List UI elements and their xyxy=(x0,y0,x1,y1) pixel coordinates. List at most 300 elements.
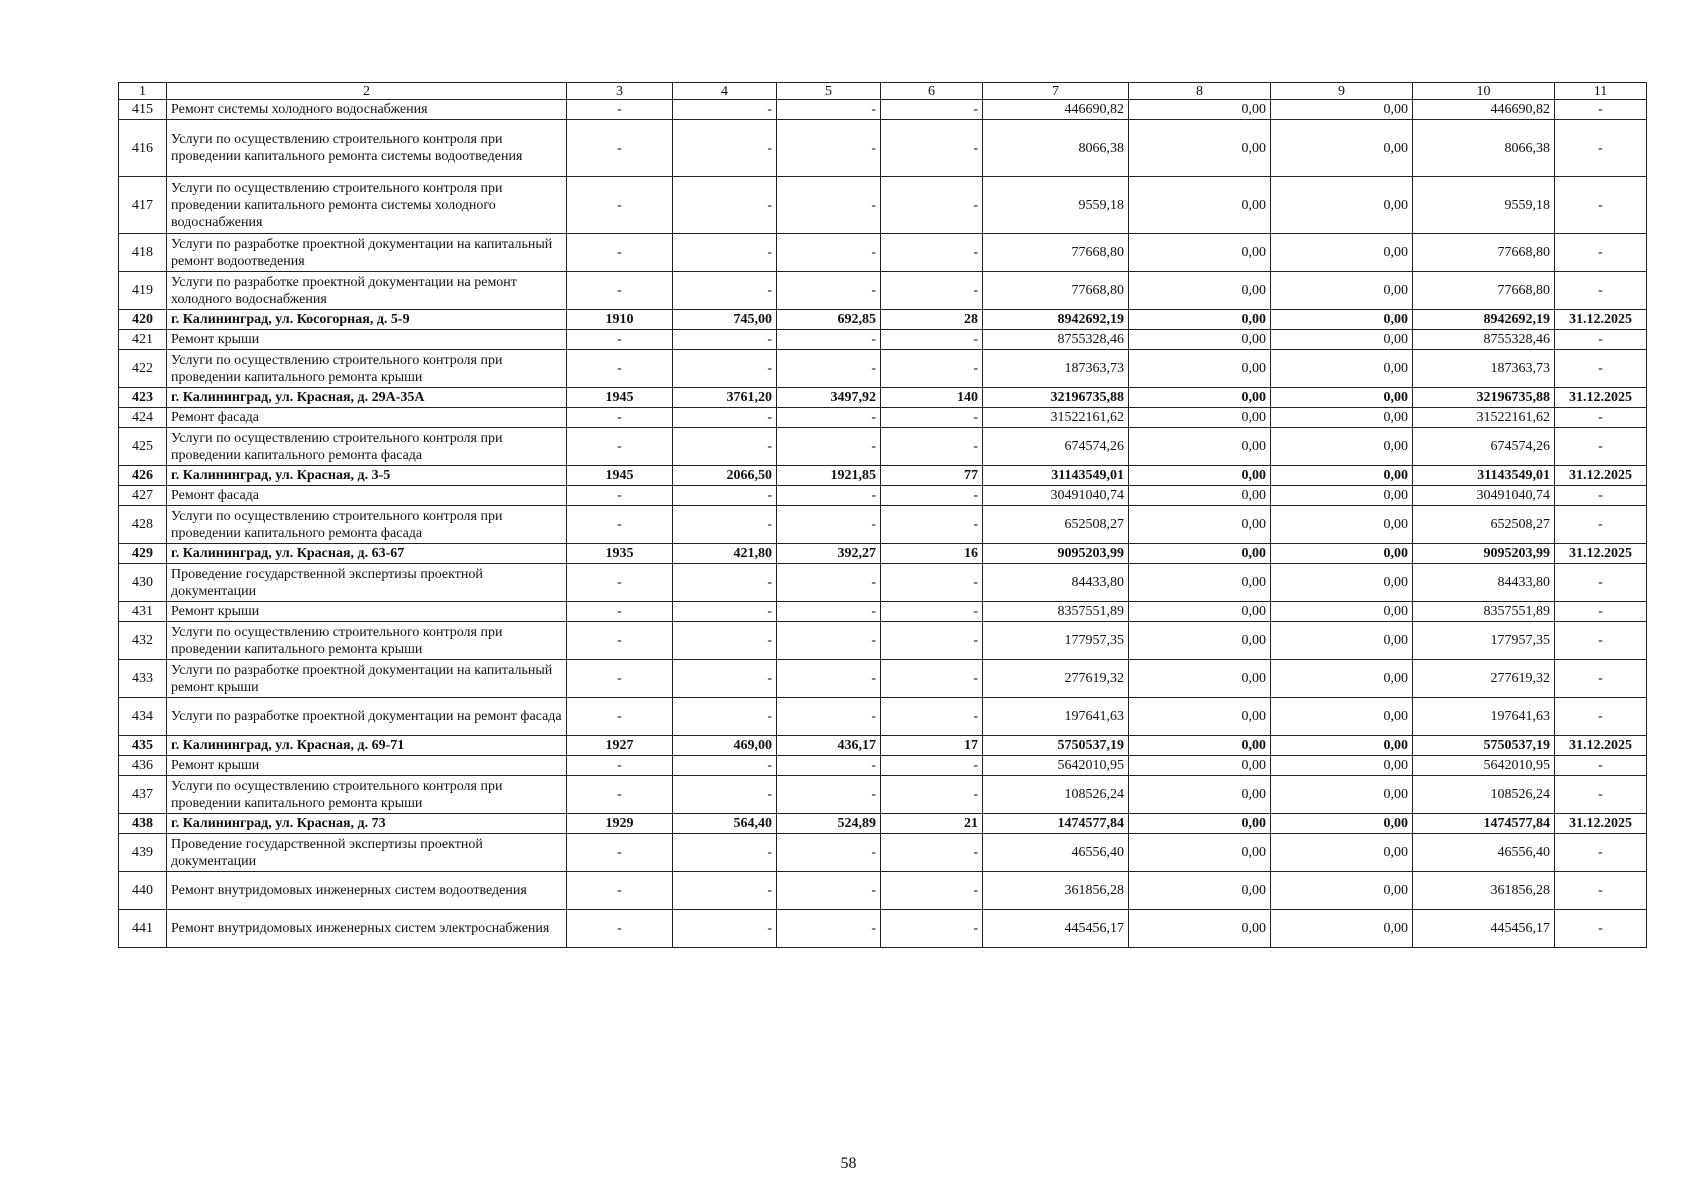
col-9-cell: 0,00 xyxy=(1271,350,1413,388)
col-5-cell: - xyxy=(777,622,881,660)
col-11-cell: - xyxy=(1555,330,1647,350)
document-page xyxy=(118,82,1646,948)
row-number-cell: 420 xyxy=(119,310,167,330)
col-9-cell: 0,00 xyxy=(1271,330,1413,350)
col-9-cell: 0,00 xyxy=(1271,872,1413,910)
col-10-cell: 8942692,19 xyxy=(1413,310,1555,330)
col-6-cell: - xyxy=(881,660,983,698)
row-number-cell: 418 xyxy=(119,234,167,272)
col-7-cell: 652508,27 xyxy=(983,506,1129,544)
work-description-cell: г. Калининград, ул. Красная, д. 73 xyxy=(167,814,567,834)
work-item-row xyxy=(119,660,1647,698)
col-10-cell: 46556,40 xyxy=(1413,834,1555,872)
col-8-cell: 0,00 xyxy=(1129,100,1271,120)
col-9-cell: 0,00 xyxy=(1271,622,1413,660)
col-10-cell: 31143549,01 xyxy=(1413,466,1555,486)
col-7-cell: 31143549,01 xyxy=(983,466,1129,486)
col-3-cell: - xyxy=(567,234,673,272)
col-5-cell: - xyxy=(777,428,881,466)
col-7-cell: 5642010,95 xyxy=(983,756,1129,776)
row-number-cell: 437 xyxy=(119,776,167,814)
col-7-cell: 9559,18 xyxy=(983,177,1129,234)
col-4-cell: - xyxy=(673,756,777,776)
header-cell: 3 xyxy=(567,83,673,100)
address-row xyxy=(119,310,1647,330)
work-description-cell: Проведение государственной экспертизы проектной документации xyxy=(167,834,567,872)
col-8-cell: 0,00 xyxy=(1129,408,1271,428)
col-3-cell: - xyxy=(567,408,673,428)
col-11-cell: - xyxy=(1555,506,1647,544)
work-item-row xyxy=(119,564,1647,602)
col-6-cell: - xyxy=(881,910,983,948)
col-6-cell: - xyxy=(881,602,983,622)
row-number-cell: 417 xyxy=(119,177,167,234)
col-10-cell: 9095203,99 xyxy=(1413,544,1555,564)
work-item-row xyxy=(119,776,1647,814)
col-3-cell: - xyxy=(567,177,673,234)
col-7-cell: 8942692,19 xyxy=(983,310,1129,330)
header-cell: 4 xyxy=(673,83,777,100)
col-5-cell: - xyxy=(777,330,881,350)
col-11-cell: 31.12.2025 xyxy=(1555,814,1647,834)
col-4-cell: - xyxy=(673,602,777,622)
col-11-cell: - xyxy=(1555,564,1647,602)
col-11-cell: - xyxy=(1555,622,1647,660)
col-3-cell: - xyxy=(567,834,673,872)
col-11-cell: - xyxy=(1555,776,1647,814)
col-3-cell: - xyxy=(567,100,673,120)
col-4-cell: - xyxy=(673,272,777,310)
col-4-cell: - xyxy=(673,408,777,428)
work-description-cell: Ремонт крыши xyxy=(167,756,567,776)
col-11-cell: - xyxy=(1555,834,1647,872)
col-6-cell: - xyxy=(881,506,983,544)
col-9-cell: 0,00 xyxy=(1271,177,1413,234)
col-11-cell: - xyxy=(1555,272,1647,310)
work-item-row xyxy=(119,428,1647,466)
col-5-cell: - xyxy=(777,602,881,622)
col-10-cell: 5750537,19 xyxy=(1413,736,1555,756)
row-number-cell: 435 xyxy=(119,736,167,756)
col-9-cell: 0,00 xyxy=(1271,736,1413,756)
col-6-cell: - xyxy=(881,408,983,428)
table-body xyxy=(119,83,1647,948)
col-8-cell: 0,00 xyxy=(1129,466,1271,486)
row-number-cell: 434 xyxy=(119,698,167,736)
work-description-cell: Ремонт фасада xyxy=(167,408,567,428)
header-cell: 8 xyxy=(1129,83,1271,100)
col-11-cell: - xyxy=(1555,486,1647,506)
col-6-cell: - xyxy=(881,428,983,466)
col-10-cell: 277619,32 xyxy=(1413,660,1555,698)
col-3-cell: 1927 xyxy=(567,736,673,756)
address-row xyxy=(119,388,1647,408)
col-7-cell: 9095203,99 xyxy=(983,544,1129,564)
col-6-cell: 17 xyxy=(881,736,983,756)
work-item-row xyxy=(119,834,1647,872)
address-row xyxy=(119,544,1647,564)
col-8-cell: 0,00 xyxy=(1129,910,1271,948)
col-9-cell: 0,00 xyxy=(1271,660,1413,698)
col-7-cell: 177957,35 xyxy=(983,622,1129,660)
col-3-cell: - xyxy=(567,756,673,776)
work-description-cell: Ремонт внутридомовых инженерных систем водоотведения xyxy=(167,872,567,910)
col-10-cell: 31522161,62 xyxy=(1413,408,1555,428)
col-3-cell: 1929 xyxy=(567,814,673,834)
row-number-cell: 423 xyxy=(119,388,167,408)
col-3-cell: - xyxy=(567,428,673,466)
row-number-cell: 421 xyxy=(119,330,167,350)
col-4-cell: 421,80 xyxy=(673,544,777,564)
work-description-cell: Ремонт фасада xyxy=(167,486,567,506)
col-11-cell: 31.12.2025 xyxy=(1555,388,1647,408)
col-4-cell: 2066,50 xyxy=(673,466,777,486)
col-8-cell: 0,00 xyxy=(1129,814,1271,834)
col-6-cell: - xyxy=(881,872,983,910)
col-6-cell: - xyxy=(881,564,983,602)
row-number-cell: 431 xyxy=(119,602,167,622)
col-11-cell: - xyxy=(1555,872,1647,910)
row-number-cell: 440 xyxy=(119,872,167,910)
row-number-cell: 419 xyxy=(119,272,167,310)
col-9-cell: 0,00 xyxy=(1271,814,1413,834)
col-6-cell: 16 xyxy=(881,544,983,564)
col-5-cell: - xyxy=(777,910,881,948)
col-10-cell: 446690,82 xyxy=(1413,100,1555,120)
col-9-cell: 0,00 xyxy=(1271,466,1413,486)
work-item-row xyxy=(119,234,1647,272)
col-7-cell: 8357551,89 xyxy=(983,602,1129,622)
work-description-cell: Услуги по осуществлению строительного контроля при проведении капитального ремонта системы холодного водоснабжения xyxy=(167,177,567,234)
col-10-cell: 8357551,89 xyxy=(1413,602,1555,622)
col-9-cell: 0,00 xyxy=(1271,776,1413,814)
col-4-cell: - xyxy=(673,776,777,814)
work-item-row xyxy=(119,330,1647,350)
work-description-cell: Услуги по осуществлению строительного контроля при проведении капитального ремонта фасада xyxy=(167,506,567,544)
col-3-cell: - xyxy=(567,564,673,602)
col-7-cell: 46556,40 xyxy=(983,834,1129,872)
col-7-cell: 8066,38 xyxy=(983,120,1129,177)
col-5-cell: - xyxy=(777,100,881,120)
col-6-cell: - xyxy=(881,234,983,272)
col-10-cell: 77668,80 xyxy=(1413,234,1555,272)
column-number-header-row xyxy=(119,83,1647,100)
col-11-cell: - xyxy=(1555,698,1647,736)
col-3-cell: 1945 xyxy=(567,388,673,408)
col-3-cell: - xyxy=(567,120,673,177)
col-8-cell: 0,00 xyxy=(1129,660,1271,698)
row-number-cell: 429 xyxy=(119,544,167,564)
work-description-cell: Услуги по осуществлению строительного контроля при проведении капитального ремонта системы водоотведения xyxy=(167,120,567,177)
col-8-cell: 0,00 xyxy=(1129,736,1271,756)
col-7-cell: 32196735,88 xyxy=(983,388,1129,408)
header-cell: 7 xyxy=(983,83,1129,100)
col-4-cell: 469,00 xyxy=(673,736,777,756)
col-9-cell: 0,00 xyxy=(1271,756,1413,776)
col-6-cell: - xyxy=(881,350,983,388)
row-number-cell: 438 xyxy=(119,814,167,834)
col-7-cell: 77668,80 xyxy=(983,234,1129,272)
col-7-cell: 197641,63 xyxy=(983,698,1129,736)
work-description-cell: Проведение государственной экспертизы проектной документации xyxy=(167,564,567,602)
work-item-row xyxy=(119,408,1647,428)
col-7-cell: 84433,80 xyxy=(983,564,1129,602)
col-5-cell: - xyxy=(777,872,881,910)
col-9-cell: 0,00 xyxy=(1271,310,1413,330)
col-9-cell: 0,00 xyxy=(1271,408,1413,428)
col-9-cell: 0,00 xyxy=(1271,388,1413,408)
col-10-cell: 674574,26 xyxy=(1413,428,1555,466)
col-8-cell: 0,00 xyxy=(1129,834,1271,872)
row-number-cell: 416 xyxy=(119,120,167,177)
col-7-cell: 446690,82 xyxy=(983,100,1129,120)
col-7-cell: 8755328,46 xyxy=(983,330,1129,350)
col-3-cell: - xyxy=(567,776,673,814)
col-4-cell: - xyxy=(673,698,777,736)
col-7-cell: 277619,32 xyxy=(983,660,1129,698)
col-4-cell: - xyxy=(673,622,777,660)
col-5-cell: - xyxy=(777,698,881,736)
col-11-cell: - xyxy=(1555,660,1647,698)
row-number-cell: 424 xyxy=(119,408,167,428)
col-10-cell: 177957,35 xyxy=(1413,622,1555,660)
work-description-cell: Ремонт крыши xyxy=(167,330,567,350)
col-4-cell: - xyxy=(673,564,777,602)
col-6-cell: - xyxy=(881,177,983,234)
col-3-cell: - xyxy=(567,506,673,544)
col-11-cell: - xyxy=(1555,177,1647,234)
col-10-cell: 8755328,46 xyxy=(1413,330,1555,350)
work-item-row xyxy=(119,120,1647,177)
col-9-cell: 0,00 xyxy=(1271,564,1413,602)
col-8-cell: 0,00 xyxy=(1129,310,1271,330)
page-number: 58 xyxy=(840,1155,857,1172)
col-4-cell: - xyxy=(673,428,777,466)
work-item-row xyxy=(119,177,1647,234)
col-7-cell: 31522161,62 xyxy=(983,408,1129,428)
col-3-cell: - xyxy=(567,602,673,622)
col-4-cell: - xyxy=(673,660,777,698)
col-10-cell: 30491040,74 xyxy=(1413,486,1555,506)
col-6-cell: - xyxy=(881,756,983,776)
col-3-cell: 1910 xyxy=(567,310,673,330)
col-3-cell: - xyxy=(567,486,673,506)
col-10-cell: 77668,80 xyxy=(1413,272,1555,310)
row-number-cell: 426 xyxy=(119,466,167,486)
work-description-cell: Услуги по разработке проектной документации на ремонт фасада xyxy=(167,698,567,736)
col-5-cell: - xyxy=(777,350,881,388)
col-3-cell: - xyxy=(567,350,673,388)
col-4-cell: 3761,20 xyxy=(673,388,777,408)
row-number-cell: 441 xyxy=(119,910,167,948)
col-6-cell: 28 xyxy=(881,310,983,330)
col-7-cell: 674574,26 xyxy=(983,428,1129,466)
col-9-cell: 0,00 xyxy=(1271,506,1413,544)
col-8-cell: 0,00 xyxy=(1129,350,1271,388)
col-9-cell: 0,00 xyxy=(1271,100,1413,120)
col-6-cell: - xyxy=(881,486,983,506)
col-11-cell: 31.12.2025 xyxy=(1555,310,1647,330)
work-description-cell: Ремонт крыши xyxy=(167,602,567,622)
col-8-cell: 0,00 xyxy=(1129,872,1271,910)
col-10-cell: 187363,73 xyxy=(1413,350,1555,388)
col-9-cell: 0,00 xyxy=(1271,544,1413,564)
work-item-row xyxy=(119,910,1647,948)
col-4-cell: - xyxy=(673,330,777,350)
work-description-cell: Услуги по осуществлению строительного контроля при проведении капитального ремонта фасада xyxy=(167,428,567,466)
col-9-cell: 0,00 xyxy=(1271,428,1413,466)
work-description-cell: г. Калининград, ул. Косогорная, д. 5-9 xyxy=(167,310,567,330)
col-4-cell: 745,00 xyxy=(673,310,777,330)
work-item-row xyxy=(119,622,1647,660)
col-9-cell: 0,00 xyxy=(1271,272,1413,310)
col-11-cell: - xyxy=(1555,602,1647,622)
row-number-cell: 436 xyxy=(119,756,167,776)
col-10-cell: 445456,17 xyxy=(1413,910,1555,948)
work-item-row xyxy=(119,350,1647,388)
col-5-cell: - xyxy=(777,120,881,177)
col-9-cell: 0,00 xyxy=(1271,234,1413,272)
col-9-cell: 0,00 xyxy=(1271,910,1413,948)
col-4-cell: - xyxy=(673,234,777,272)
work-description-cell: Услуги по осуществлению строительного контроля при проведении капитального ремонта крыши xyxy=(167,350,567,388)
col-8-cell: 0,00 xyxy=(1129,776,1271,814)
col-7-cell: 5750537,19 xyxy=(983,736,1129,756)
col-5-cell: 524,89 xyxy=(777,814,881,834)
col-5-cell: - xyxy=(777,776,881,814)
header-cell: 2 xyxy=(167,83,567,100)
col-11-cell: - xyxy=(1555,100,1647,120)
work-description-cell: Ремонт системы холодного водоснабжения xyxy=(167,100,567,120)
col-7-cell: 445456,17 xyxy=(983,910,1129,948)
col-8-cell: 0,00 xyxy=(1129,506,1271,544)
col-5-cell: - xyxy=(777,272,881,310)
row-number-cell: 428 xyxy=(119,506,167,544)
work-description-cell: г. Калининград, ул. Красная, д. 69-71 xyxy=(167,736,567,756)
work-item-row xyxy=(119,486,1647,506)
header-cell: 6 xyxy=(881,83,983,100)
row-number-cell: 430 xyxy=(119,564,167,602)
work-description-cell: Услуги по разработке проектной документации на капитальный ремонт водоотведения xyxy=(167,234,567,272)
col-8-cell: 0,00 xyxy=(1129,544,1271,564)
col-6-cell: - xyxy=(881,622,983,660)
col-3-cell: - xyxy=(567,660,673,698)
header-cell: 5 xyxy=(777,83,881,100)
col-11-cell: 31.12.2025 xyxy=(1555,544,1647,564)
work-description-cell: г. Калининград, ул. Красная, д. 3-5 xyxy=(167,466,567,486)
col-6-cell: - xyxy=(881,698,983,736)
work-description-cell: г. Калининград, ул. Красная, д. 29А-35А xyxy=(167,388,567,408)
col-10-cell: 652508,27 xyxy=(1413,506,1555,544)
col-7-cell: 108526,24 xyxy=(983,776,1129,814)
col-6-cell: - xyxy=(881,120,983,177)
work-item-row xyxy=(119,756,1647,776)
col-5-cell: 3497,92 xyxy=(777,388,881,408)
address-row xyxy=(119,466,1647,486)
work-item-row xyxy=(119,872,1647,910)
work-description-cell: Услуги по разработке проектной документации на капитальный ремонт крыши xyxy=(167,660,567,698)
col-8-cell: 0,00 xyxy=(1129,428,1271,466)
col-11-cell: 31.12.2025 xyxy=(1555,466,1647,486)
col-4-cell: - xyxy=(673,506,777,544)
col-6-cell: - xyxy=(881,834,983,872)
col-10-cell: 1474577,84 xyxy=(1413,814,1555,834)
row-number-cell: 425 xyxy=(119,428,167,466)
col-10-cell: 108526,24 xyxy=(1413,776,1555,814)
col-9-cell: 0,00 xyxy=(1271,120,1413,177)
col-7-cell: 77668,80 xyxy=(983,272,1129,310)
col-8-cell: 0,00 xyxy=(1129,486,1271,506)
row-number-cell: 433 xyxy=(119,660,167,698)
col-3-cell: - xyxy=(567,272,673,310)
col-11-cell: - xyxy=(1555,428,1647,466)
work-description-cell: Услуги по разработке проектной документации на ремонт холодного водоснабжения xyxy=(167,272,567,310)
col-8-cell: 0,00 xyxy=(1129,564,1271,602)
col-4-cell: - xyxy=(673,100,777,120)
header-cell: 10 xyxy=(1413,83,1555,100)
col-5-cell: - xyxy=(777,234,881,272)
col-9-cell: 0,00 xyxy=(1271,602,1413,622)
header-cell: 11 xyxy=(1555,83,1647,100)
col-7-cell: 361856,28 xyxy=(983,872,1129,910)
header-cell: 1 xyxy=(119,83,167,100)
col-10-cell: 5642010,95 xyxy=(1413,756,1555,776)
col-3-cell: - xyxy=(567,872,673,910)
col-5-cell: - xyxy=(777,564,881,602)
col-6-cell: - xyxy=(881,776,983,814)
col-7-cell: 1474577,84 xyxy=(983,814,1129,834)
col-9-cell: 0,00 xyxy=(1271,486,1413,506)
col-5-cell: - xyxy=(777,408,881,428)
work-item-row xyxy=(119,272,1647,310)
col-3-cell: - xyxy=(567,622,673,660)
col-8-cell: 0,00 xyxy=(1129,756,1271,776)
col-5-cell: 392,27 xyxy=(777,544,881,564)
col-3-cell: - xyxy=(567,330,673,350)
col-5-cell: - xyxy=(777,486,881,506)
col-8-cell: 0,00 xyxy=(1129,120,1271,177)
col-7-cell: 187363,73 xyxy=(983,350,1129,388)
col-6-cell: 77 xyxy=(881,466,983,486)
col-11-cell: - xyxy=(1555,234,1647,272)
col-5-cell: 1921,85 xyxy=(777,466,881,486)
col-11-cell: - xyxy=(1555,350,1647,388)
row-number-cell: 432 xyxy=(119,622,167,660)
col-8-cell: 0,00 xyxy=(1129,698,1271,736)
row-number-cell: 422 xyxy=(119,350,167,388)
work-item-row xyxy=(119,698,1647,736)
col-8-cell: 0,00 xyxy=(1129,602,1271,622)
header-cell: 9 xyxy=(1271,83,1413,100)
work-item-row xyxy=(119,506,1647,544)
col-5-cell: - xyxy=(777,756,881,776)
row-number-cell: 415 xyxy=(119,100,167,120)
col-4-cell: - xyxy=(673,177,777,234)
address-row xyxy=(119,814,1647,834)
col-8-cell: 0,00 xyxy=(1129,330,1271,350)
col-11-cell: - xyxy=(1555,120,1647,177)
work-description-cell: Ремонт внутридомовых инженерных систем электроснабжения xyxy=(167,910,567,948)
col-6-cell: - xyxy=(881,272,983,310)
row-number-cell: 439 xyxy=(119,834,167,872)
col-5-cell: - xyxy=(777,177,881,234)
work-description-cell: Услуги по осуществлению строительного контроля при проведении капитального ремонта крыши xyxy=(167,776,567,814)
col-5-cell: - xyxy=(777,834,881,872)
col-5-cell: - xyxy=(777,660,881,698)
col-11-cell: - xyxy=(1555,756,1647,776)
col-8-cell: 0,00 xyxy=(1129,234,1271,272)
col-10-cell: 32196735,88 xyxy=(1413,388,1555,408)
